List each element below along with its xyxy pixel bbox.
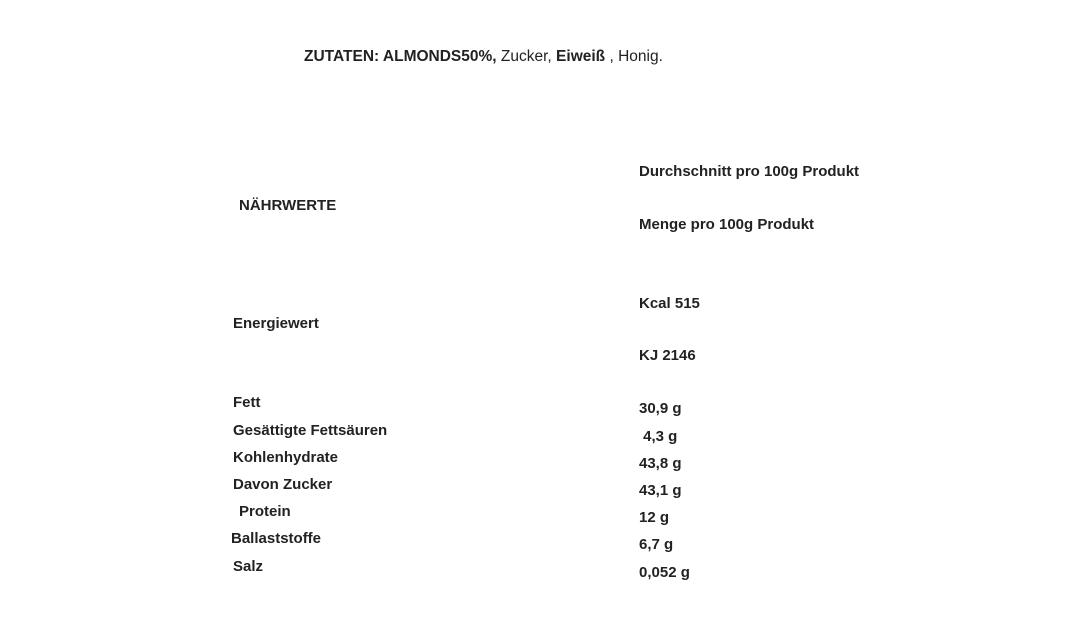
nutrient-value-saturated-fat: 4,3 g: [639, 428, 678, 445]
ingredients-protein: Eiweiß: [551, 48, 606, 65]
ingredients-prefix: ZUTATEN: ALMONDS50%,: [304, 48, 497, 65]
nutrient-value-protein: 12 g: [639, 509, 670, 526]
nutrient-label-fiber: Ballaststoffe: [231, 530, 322, 547]
energy-kj-value: KJ 2146: [639, 347, 696, 364]
nutrient-value-fat: 30,9 g: [639, 400, 682, 417]
nutrient-label-sugar: Davon Zucker: [233, 476, 333, 493]
nutrient-label-protein: Protein: [239, 503, 291, 520]
nutrient-label-saturated-fat: Gesättigte Fettsäuren: [233, 422, 388, 439]
nutrient-label-fat: Fett: [233, 394, 261, 411]
header-average-per-100g: Durchschnitt pro 100g Produkt: [639, 163, 860, 180]
nutrition-section-title: NÄHRWERTE: [239, 197, 337, 214]
nutrient-value-carbohydrates: 43,8 g: [639, 455, 682, 472]
nutrient-label-salt: Salz: [233, 558, 264, 575]
nutrient-value-sugar: 43,1 g: [639, 482, 682, 499]
nutrient-label-carbohydrates: Kohlenhydrate: [233, 449, 339, 466]
header-amount-per-100g: Menge pro 100g Produkt: [639, 216, 815, 233]
energy-kcal-value: Kcal 515: [639, 295, 700, 312]
energy-label: Energiewert: [233, 315, 319, 332]
nutrient-value-fiber: 6,7 g: [639, 536, 674, 553]
ingredients-line: [304, 47, 663, 67]
ingredients-rest: , Honig.: [605, 48, 663, 65]
ingredients-sugar: Zucker,: [496, 48, 552, 65]
nutrient-value-salt: 0,052 g: [639, 564, 690, 581]
